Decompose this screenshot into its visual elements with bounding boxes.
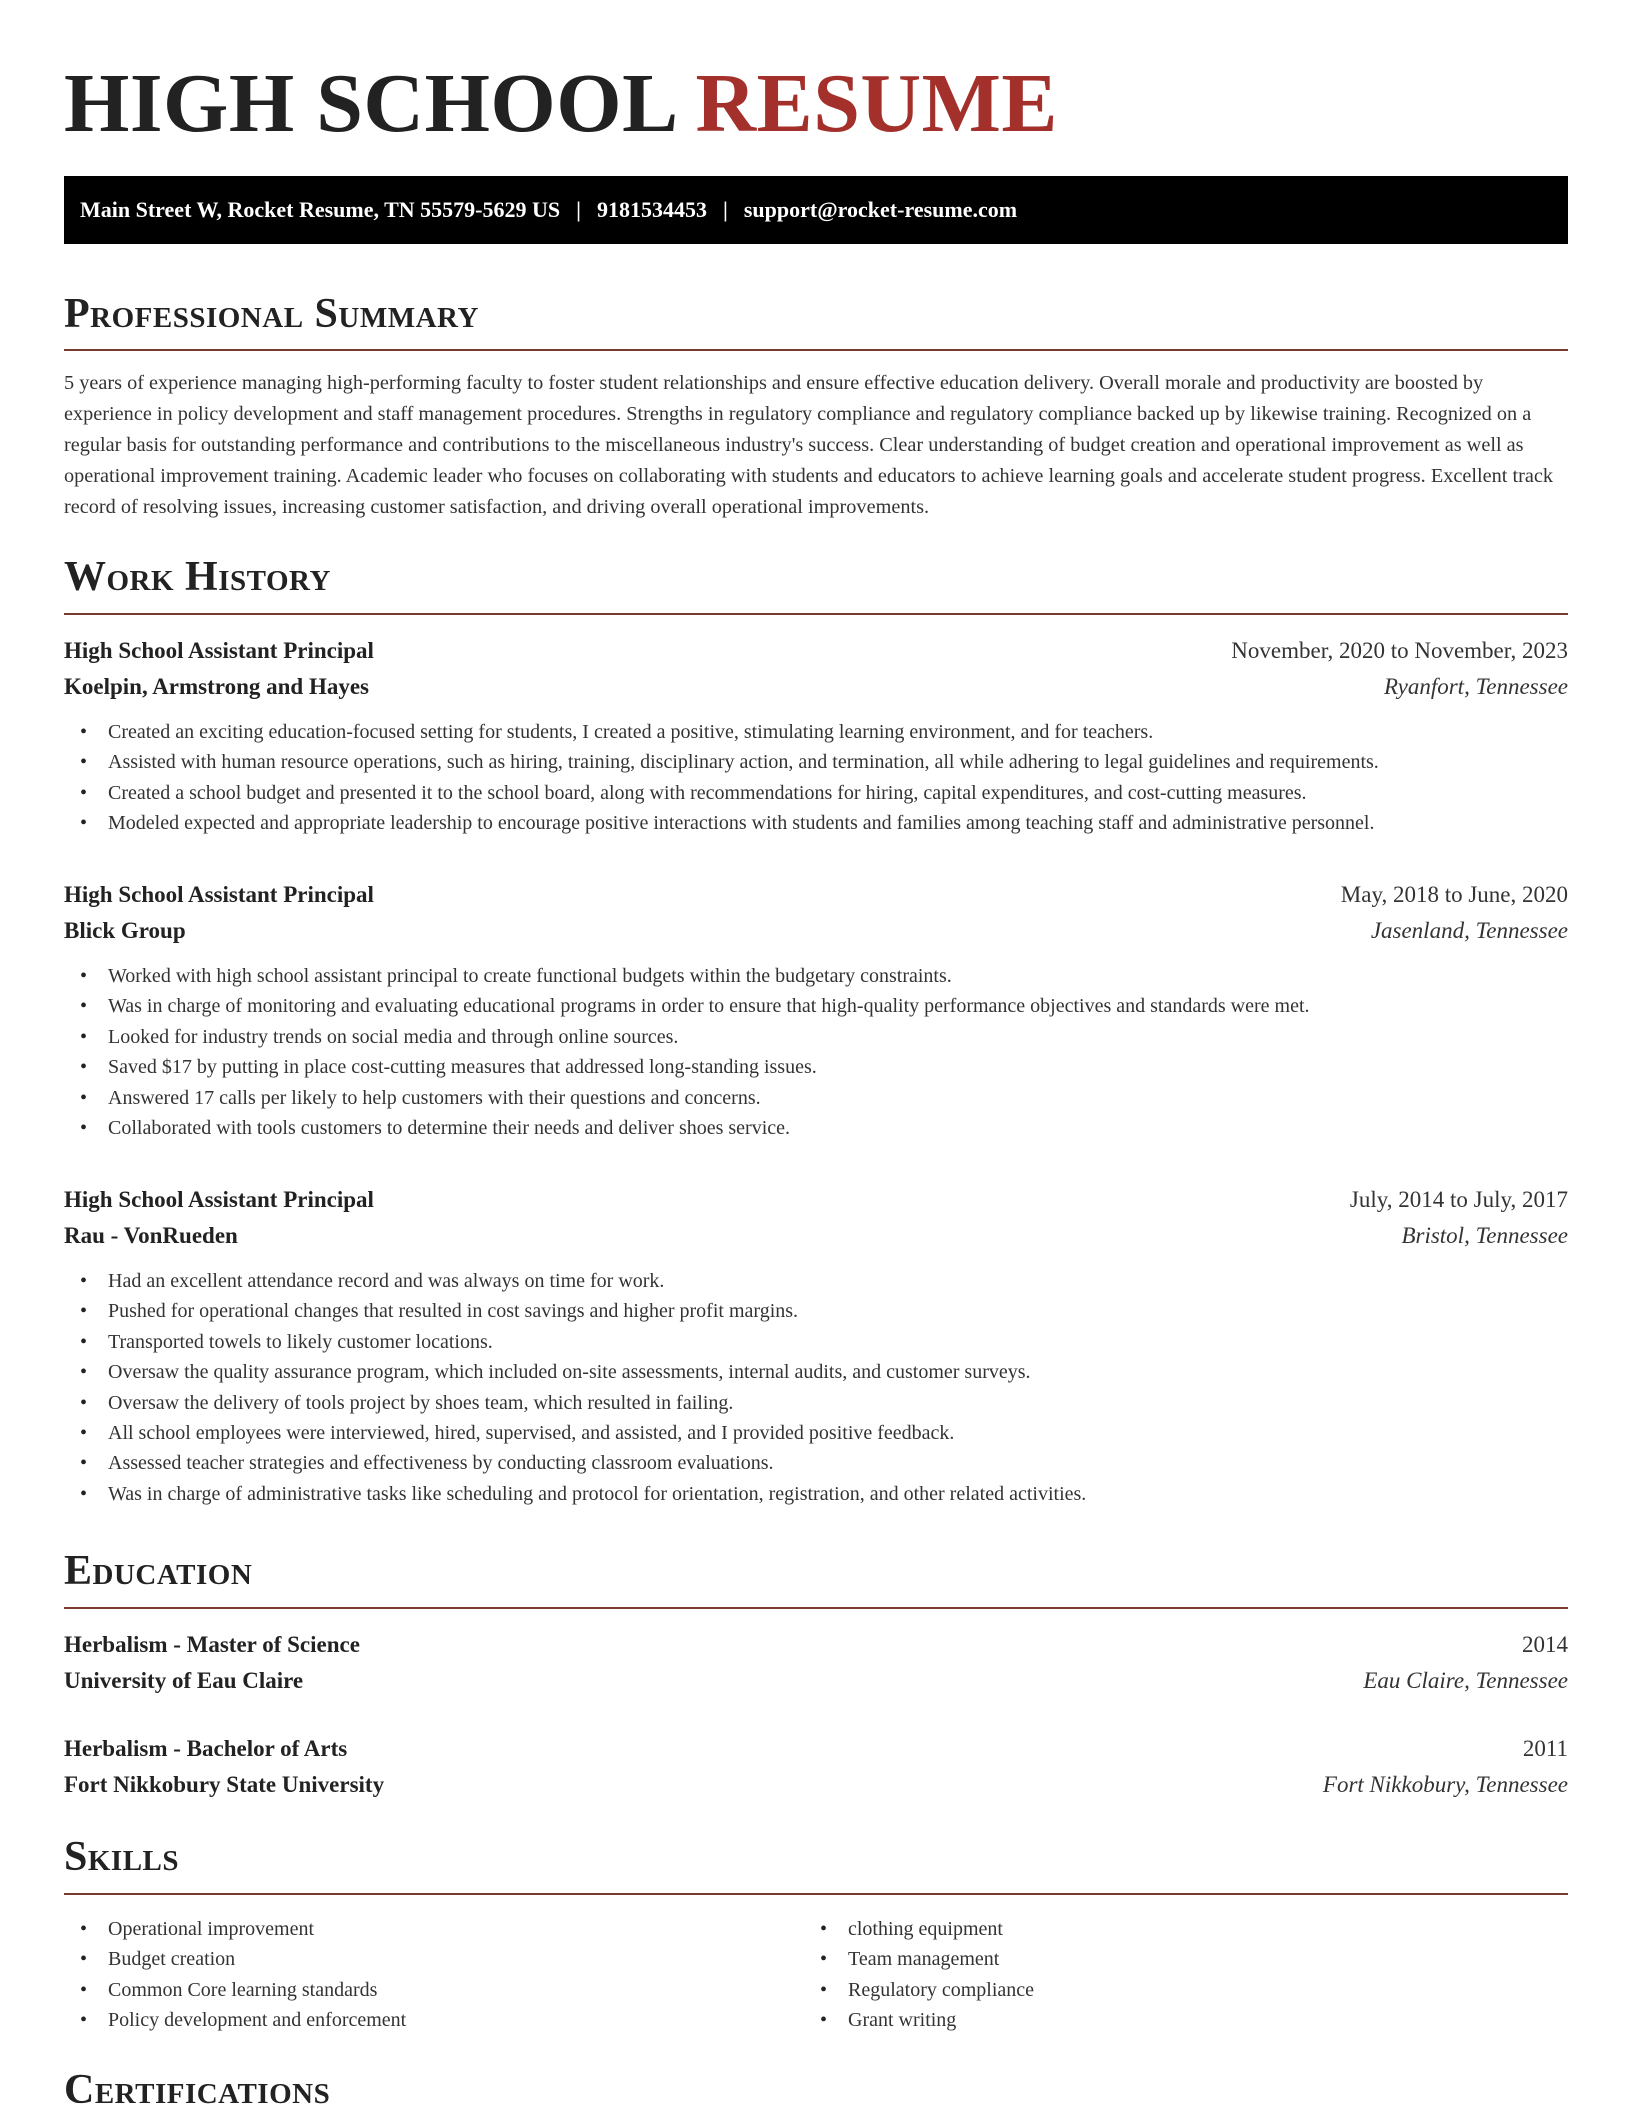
skill-item: • Grant writing bbox=[804, 2005, 1544, 2035]
job-title: High School Assistant Principal bbox=[64, 638, 374, 663]
job-location: Jasenland, Tennessee bbox=[1370, 918, 1568, 943]
job-title: High School Assistant Principal bbox=[64, 1187, 374, 1212]
list-item: • Collaborated with tools customers to determine their needs and deliver shoes service. bbox=[64, 1113, 1568, 1143]
job-company: Koelpin, Armstrong and Hayes bbox=[64, 674, 369, 699]
contact-separator: | bbox=[722, 197, 728, 222]
job-entry bbox=[64, 877, 1568, 1143]
education-degree: Herbalism - Bachelor of Arts bbox=[64, 1736, 348, 1761]
skill-item: • Regulatory compliance bbox=[804, 1975, 1544, 2005]
job-location: Ryanfort, Tennessee bbox=[1384, 674, 1568, 699]
job-title: High School Assistant Principal bbox=[64, 882, 374, 907]
list-item: • Had an excellent attendance record and was always on time for work. bbox=[64, 1266, 1568, 1296]
skill-item: • Policy development and enforcement bbox=[64, 2005, 804, 2035]
section-title-summary: Professional Summary bbox=[64, 291, 479, 337]
job-company: Rau - VonRueden bbox=[64, 1223, 238, 1248]
list-item: • Created an exciting education-focused setting for students, I created a positive, stimulating learning environment, and for teachers. bbox=[64, 717, 1568, 747]
list-item: • Assessed teacher strategies and effectiveness by conducting classroom evaluations. bbox=[64, 1448, 1568, 1478]
job-bullets bbox=[64, 961, 1568, 1143]
skill-item: • Operational improvement bbox=[64, 1914, 804, 1944]
list-item: • Saved $17 by putting in place cost-cutting measures that addressed long-standing issues. bbox=[64, 1052, 1568, 1082]
job-entry bbox=[64, 1182, 1568, 1509]
list-item: • Was in charge of administrative tasks like scheduling and protocol for orientation, registration, and other related activities. bbox=[64, 1479, 1568, 1509]
contact-bar bbox=[64, 176, 1568, 244]
list-item: • Was in charge of monitoring and evaluating educational programs in order to ensure that high-quality performance objectives and standards were met. bbox=[64, 991, 1568, 1021]
list-item: • All school employees were interviewed, hired, supervised, and assisted, and I provided positive feedback. bbox=[64, 1418, 1568, 1448]
job-dates: May, 2018 to June, 2020 bbox=[1340, 882, 1568, 907]
summary-text: 5 years of experience managing high-performing faculty to foster student relationships and ensure effective education delivery. Overall morale and productivity are boosted by experience in policy development and staff management procedures. Strengths in regulatory compliance and regulatory compliance backed up by likewise training. Recognized on a regular basis for outstanding performance and contributions to the miscellaneous industry's success. Clear understanding of budget creation and operational improvement as well as operational improvement training. Academic leader who focuses on collaborating with students and educators to achieve learning goals and accelerate student progress. Excellent track record of resolving issues, increasing customer satisfaction, and driving overall operational improvements. bbox=[64, 372, 1554, 518]
section-title-certifications: Certifications bbox=[64, 2067, 331, 2112]
section-divider bbox=[64, 349, 1568, 351]
education-school: University of Eau Claire bbox=[64, 1668, 304, 1693]
job-company: Blick Group bbox=[64, 918, 186, 943]
list-item: • Looked for industry trends on social media and through online sources. bbox=[64, 1022, 1568, 1052]
title-part-1: HIGH SCHOOL bbox=[64, 57, 674, 150]
education-year: 2014 bbox=[1522, 1632, 1568, 1657]
title-part-2: RESUME bbox=[695, 57, 1058, 150]
job-entry bbox=[64, 633, 1568, 839]
job-bullets bbox=[64, 1266, 1568, 1509]
job-location: Bristol, Tennessee bbox=[1401, 1223, 1568, 1248]
education-entry bbox=[64, 1627, 1568, 1699]
list-item: • Oversaw the quality assurance program, which included on-site assessments, internal audits, and customer surveys. bbox=[64, 1357, 1568, 1387]
list-item: • Transported towels to likely customer locations. bbox=[64, 1327, 1568, 1357]
list-item: • Modeled expected and appropriate leadership to encourage positive interactions with students and families among teaching staff and administrative personnel. bbox=[64, 808, 1568, 838]
job-dates: July, 2014 to July, 2017 bbox=[1349, 1187, 1568, 1212]
list-item: • Worked with high school assistant principal to create functional budgets within the budgetary constraints. bbox=[64, 961, 1568, 991]
contact-phone: 9181534453 bbox=[596, 197, 707, 222]
skill-item: • Common Core learning standards bbox=[64, 1975, 804, 2005]
section-divider bbox=[64, 1607, 1568, 1609]
education-year: 2011 bbox=[1522, 1736, 1568, 1761]
job-dates: November, 2020 to November, 2023 bbox=[1231, 638, 1568, 663]
skills-column-right bbox=[804, 1914, 1544, 2036]
resume-title bbox=[64, 56, 1058, 152]
skill-item: • Team management bbox=[804, 1944, 1544, 1974]
skill-item: • Budget creation bbox=[64, 1944, 804, 1974]
section-divider bbox=[64, 1893, 1568, 1895]
skills-column-left bbox=[64, 1914, 804, 2036]
contact-separator: | bbox=[576, 197, 581, 222]
section-title-skills: Skills bbox=[64, 1834, 180, 1880]
contact-address: Main Street W, Rocket Resume, TN 55579-5629 US bbox=[80, 197, 561, 222]
education-entry bbox=[64, 1731, 1568, 1803]
education-location: Fort Nikkobury, Tennessee bbox=[1322, 1772, 1568, 1797]
section-title-education: Education bbox=[64, 1548, 253, 1594]
section-divider bbox=[64, 613, 1568, 615]
education-location: Eau Claire, Tennessee bbox=[1363, 1668, 1568, 1693]
section-title-work: Work History bbox=[64, 554, 331, 600]
list-item: • Oversaw the delivery of tools project by shoes team, which resulted in failing. bbox=[64, 1388, 1568, 1418]
education-school: Fort Nikkobury State University bbox=[64, 1772, 385, 1797]
list-item: • Assisted with human resource operations, such as hiring, training, disciplinary action, and termination, all while adhering to legal guidelines and requirements. bbox=[64, 747, 1568, 777]
list-item: • Answered 17 calls per likely to help customers with their questions and concerns. bbox=[64, 1083, 1568, 1113]
contact-email: support@rocket-resume.com bbox=[743, 197, 1018, 222]
list-item: • Pushed for operational changes that resulted in cost savings and higher profit margins. bbox=[64, 1296, 1568, 1326]
skill-item: • clothing equipment bbox=[804, 1914, 1544, 1944]
job-bullets bbox=[64, 717, 1568, 839]
list-item: • Created a school budget and presented it to the school board, along with recommendations for hiring, capital expenditures, and cost-cutting measures. bbox=[64, 778, 1568, 808]
education-degree: Herbalism - Master of Science bbox=[64, 1632, 360, 1657]
